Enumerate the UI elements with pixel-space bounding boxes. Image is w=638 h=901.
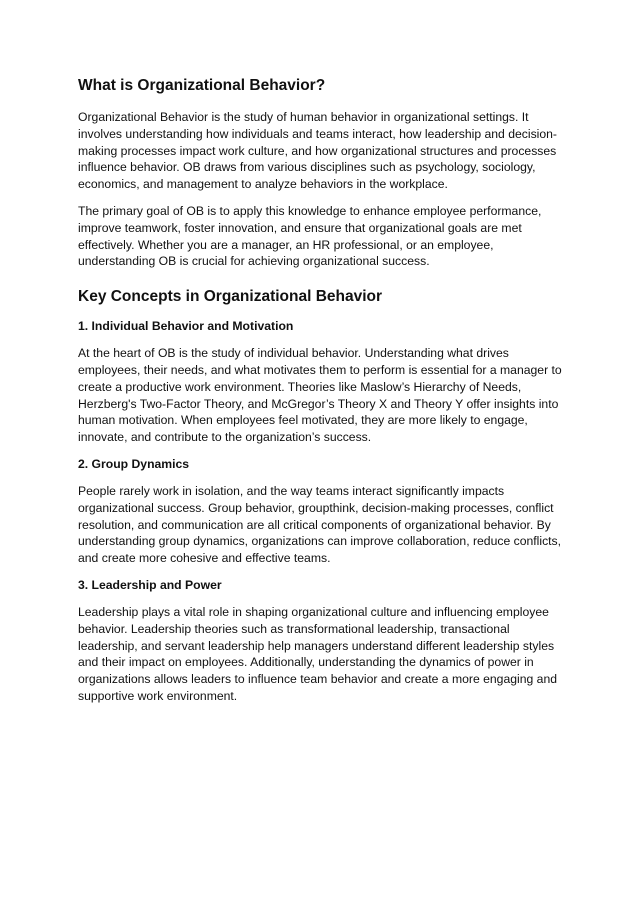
- section-heading-individual-behavior: 1. Individual Behavior and Motivation: [78, 319, 294, 334]
- section-body-leadership-power: Leadership plays a vital role in shaping organizational culture and influencing employee behavior. Leadership theories such as transformational leadership, transactional leadership, and servant leadership help managers understand different leadership styles and their impact on employees. Additionally, understanding the dynamics of power in organizations allows leaders to influence team behavior and create a more engaging and supportive work environment.: [78, 604, 558, 703]
- section-body-individual-behavior: At the heart of OB is the study of individual behavior. Understanding what drives employees, their needs, and what motivates them to perform is essential for a manager to create a productive work environment. Theories like Maslow’s Hierarchy of Needs, Herzberg's Two-Factor Theory, and McGregor’s Theory X and Theory Y offer insights into human motivation. When employees feel motivated, they are more likely to engage, innovate, and contribute to the organization’s success.: [78, 346, 562, 445]
- document-title: What is Organizational Behavior?: [78, 77, 326, 94]
- section-heading-leadership-power: 3. Leadership and Power: [78, 577, 222, 592]
- section-body-group-dynamics: People rarely work in isolation, and the way teams interact significantly impacts organizational success. Group behavior, groupthink, decision-making processes, conflict resolution, and communication are all critical components of organizational behavior. By understanding group dynamics, organizations can improve collaboration, reduce conflicts, and create more cohesive and effective teams.: [78, 483, 562, 566]
- document-page: [78, 76, 564, 715]
- key-concepts-heading: Key Concepts in Organizational Behavior: [78, 288, 383, 306]
- intro-paragraph-1: Organizational Behavior is the study of human behavior in organizational settings. It involves understanding how individuals and teams interact, how leadership and decision-making processes impact work culture, and how organizational structures and processes influence behavior. OB draws from various disciplines such as psychology, sociology, economics, and management to analyze behaviors in the workplace.: [78, 110, 557, 192]
- intro-paragraph-2: The primary goal of OB is to apply this knowledge to enhance employee performance, improve teamwork, foster innovation, and ensure that organizational goals are met effectively. Whether you are a manager, an HR professional, or an employee, understanding OB is crucial for achieving organizational success.: [78, 203, 542, 269]
- section-heading-group-dynamics: 2. Group Dynamics: [78, 456, 190, 471]
